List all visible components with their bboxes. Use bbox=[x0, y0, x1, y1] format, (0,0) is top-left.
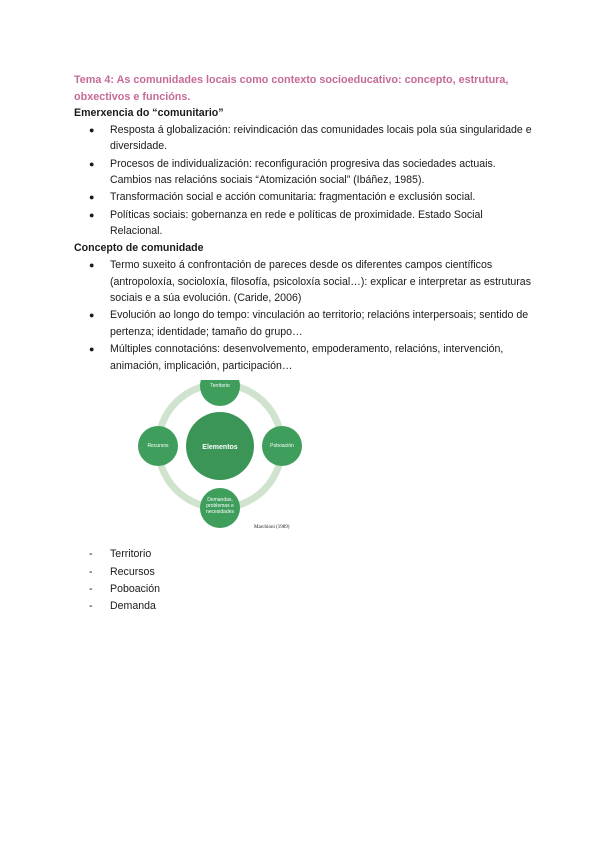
diagram-left-label: Recursos bbox=[147, 443, 169, 450]
bullet-icon: ● bbox=[89, 310, 95, 321]
list-item: ● Evolución ao longo do tempo: vinculación ao territorio; relacións interpersoais; sentido de pertenza; identidade; tamaño do grupo… bbox=[89, 309, 529, 338]
bullet-list-concepto bbox=[74, 257, 534, 374]
list-item: ● Resposta á globalización: reivindicación das comunidades locais pola súa singularidade e diversidade. bbox=[89, 123, 532, 153]
diagram-center-label: Elementos bbox=[202, 444, 238, 452]
section-heading-emerxencia: Emerxencia do “comunitario” bbox=[74, 107, 224, 120]
list-item: ● Políticas sociais: gobernanza en rede e políticas de proximidade. Estado Social Relacional. bbox=[89, 208, 483, 238]
section-heading-concepto: Concepto de comunidade bbox=[74, 242, 204, 255]
bullet-icon: ● bbox=[89, 209, 95, 220]
elements-list bbox=[74, 546, 534, 616]
bullet-icon: ● bbox=[89, 158, 95, 169]
dash-icon: - bbox=[89, 548, 93, 561]
diagram-graphic bbox=[104, 380, 324, 540]
list-item: - Territorio bbox=[74, 546, 534, 563]
list-item: ● Transformación social e acción comunitaria: fragmentación e exclusión social. bbox=[74, 189, 534, 206]
dash-icon: - bbox=[89, 565, 93, 578]
list-item: ● Múltiples connotacións: desenvolvemento, empoderamento, relacións, intervención, animación, implicación, participación… bbox=[89, 343, 504, 372]
bullet-list-emerxencia bbox=[74, 122, 534, 240]
bullet-icon: ● bbox=[89, 124, 95, 135]
diagram-right-label: Poboación bbox=[270, 443, 294, 450]
bullet-icon: ● bbox=[89, 192, 95, 203]
list-item: ● Procesos de individualización: reconfiguración progresiva das sociedades actuais. Cambios nas relacións sociais “Atomización social” (Ibáñez, 1985). bbox=[89, 157, 496, 187]
diagram-top-label: Territorio bbox=[210, 383, 230, 390]
list-item: - Demanda bbox=[74, 598, 534, 615]
dash-icon: - bbox=[89, 600, 93, 613]
bullet-icon: ● bbox=[89, 344, 95, 355]
list-item: - Recursos bbox=[74, 564, 534, 581]
bullet-icon: ● bbox=[89, 259, 95, 270]
topic-title: Tema 4: As comunidades locais como contexto socioeducativo: concepto, estrutura, obxectivos e funcións. bbox=[74, 74, 509, 103]
dash-icon: - bbox=[89, 583, 93, 596]
list-item: - Poboación bbox=[74, 581, 534, 598]
list-item: ● Termo suxeito á confrontación de pareces desde os diferentes campos científicos (antropoloxía, socioloxía, filosofía, psicoloxía social…): explicar e interpretar as estruturas sociais e a súa evolución. (Caride, 2006) bbox=[89, 258, 531, 305]
document-page bbox=[74, 72, 534, 616]
elements-diagram bbox=[104, 380, 324, 540]
diagram-caption: Marchioni (1989) bbox=[254, 525, 290, 531]
diagram-bottom-label: Demandas, problemas e necesidades bbox=[205, 497, 235, 516]
